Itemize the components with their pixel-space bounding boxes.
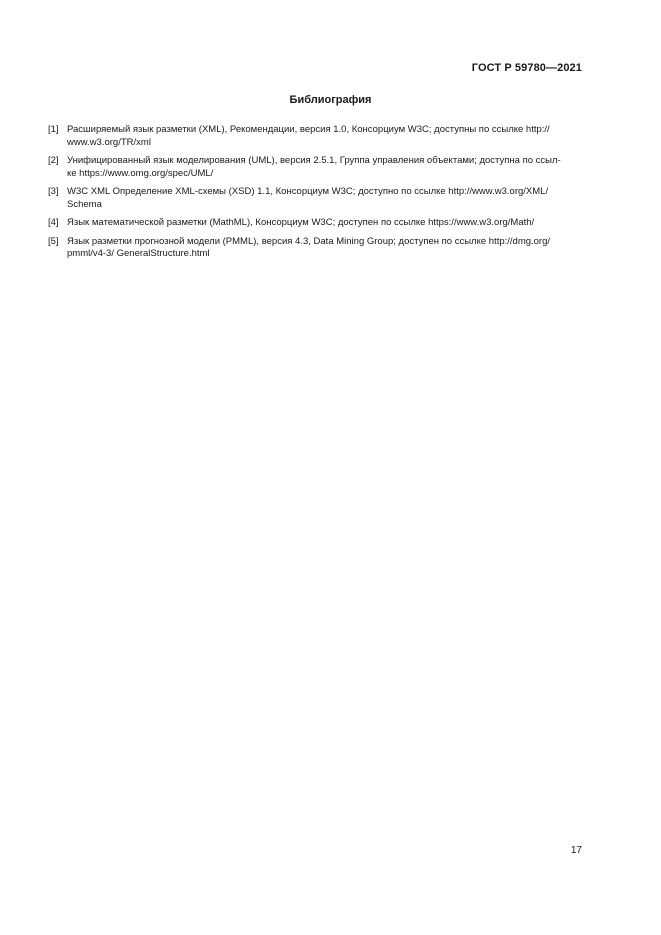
reference-number: [4] — [48, 217, 59, 228]
reference-number: [2] — [48, 155, 59, 166]
reference-number: [5] — [48, 235, 59, 247]
bibliography-item — [48, 124, 583, 149]
reference-text: W3C XML Определение XML-схемы (XSD) 1.1, Консорциум W3C; доступно по ссылке http://www.w3.org/XML/ Schema — [67, 186, 549, 210]
page-number: 17 — [570, 845, 582, 856]
bibliography-item — [48, 217, 583, 230]
bibliography-item — [48, 155, 583, 180]
reference-text: Язык разметки прогнозной модели (PMML), версия 4.3, Data Mining Group; доступен по ссылке http://dmg.org/ pmml/v4-3/ GeneralStructure.html — [67, 235, 551, 259]
reference-text: Язык математической разметки (MathML), Консорциум W3C; доступен по ссылке https://www.w3.org/Math/ — [67, 217, 535, 228]
document-code: ГОСТ Р 59780—2021 — [471, 62, 582, 74]
reference-text: Расширяемый язык разметки (XML), Рекомендации, версия 1.0, Консорциум W3C; доступны по ссылке http:// www.w3.org/TR/xml — [67, 124, 550, 148]
bibliography-item — [48, 236, 583, 261]
reference-number: [3] — [48, 186, 59, 197]
reference-number: [1] — [48, 124, 59, 135]
section-title: Библиография — [289, 94, 372, 106]
reference-text: Унифицированный язык моделирования (UML), версия 2.5.1, Группа управления объектами; доступна по ссыл- ке https://www.omg.org/spec/UML/ — [67, 155, 561, 179]
bibliography-item — [48, 186, 583, 211]
bibliography-list — [48, 124, 583, 267]
